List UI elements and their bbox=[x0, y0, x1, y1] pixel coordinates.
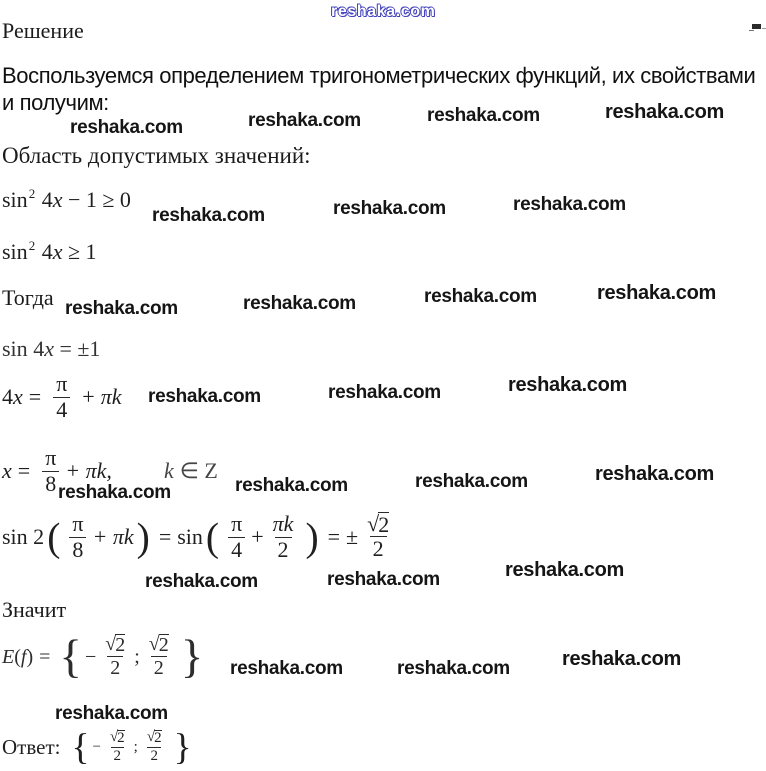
inequality-rest: − 1 ≥ 0 bbox=[67, 187, 131, 212]
formula-sin-equals bbox=[2, 336, 100, 362]
scan-artifact bbox=[752, 24, 761, 29]
radical-sign: √ bbox=[146, 729, 156, 746]
variable-x: x bbox=[52, 239, 63, 264]
denominator: 2 bbox=[370, 536, 387, 562]
watermark: reshaka.com bbox=[427, 105, 540, 126]
answer-label: Ответ: bbox=[2, 735, 61, 759]
numerator: π bbox=[45, 445, 57, 470]
element-of-z: ∈ Z bbox=[179, 458, 218, 484]
formula-range bbox=[2, 630, 206, 684]
watermark: reshaka.com bbox=[415, 471, 528, 492]
numerator: π bbox=[56, 371, 68, 396]
fraction-pi-8 bbox=[69, 512, 86, 562]
watermark: reshaka.com bbox=[55, 703, 168, 724]
variable-k: k bbox=[163, 458, 174, 484]
fraction-sqrt2-2 bbox=[144, 730, 165, 765]
right-paren: ) bbox=[136, 514, 150, 560]
fraction-pik-2 bbox=[270, 512, 297, 562]
heading-solution: Решение bbox=[2, 18, 84, 43]
sin-2-term: sin 2 bbox=[2, 524, 45, 550]
right-paren: ) bbox=[305, 514, 319, 560]
equals-sign: = bbox=[327, 524, 341, 550]
left-brace: { bbox=[71, 727, 90, 768]
denominator: 2 bbox=[107, 656, 123, 679]
fraction-sqrt2-2 bbox=[146, 634, 172, 679]
sin-function: sin bbox=[2, 187, 28, 212]
right-brace: } bbox=[180, 631, 204, 683]
watermark: reshaka.com bbox=[230, 658, 343, 679]
sin-function: sin bbox=[2, 239, 28, 264]
coefficient: 4 bbox=[33, 336, 45, 361]
denominator: 2 bbox=[275, 537, 292, 563]
sqrt-2 bbox=[107, 730, 128, 747]
left-paren: ( bbox=[14, 645, 21, 668]
denominator: 4 bbox=[228, 537, 245, 563]
sqrt-2 bbox=[364, 512, 392, 536]
separator: ; bbox=[133, 739, 138, 755]
radical-sign: √ bbox=[367, 511, 380, 537]
radicand: 2 bbox=[158, 634, 169, 657]
watermark: reshaka.com bbox=[424, 286, 537, 307]
radicand: 2 bbox=[117, 730, 125, 747]
sqrt-2 bbox=[146, 634, 172, 656]
inequality-rest: ≥ 1 bbox=[67, 239, 97, 264]
pi-k-term: + πk, bbox=[65, 458, 112, 484]
exponent: 2 bbox=[28, 238, 36, 253]
radicand: 2 bbox=[378, 512, 390, 538]
function-E: E bbox=[2, 645, 15, 668]
watermark: reshaka.com bbox=[70, 117, 183, 138]
heading-then: Тогда bbox=[2, 285, 54, 310]
sqrt-2 bbox=[144, 730, 165, 747]
coefficient: 4 bbox=[41, 187, 53, 212]
numerator: πk bbox=[272, 511, 294, 536]
radical-sign: √ bbox=[148, 633, 160, 656]
equation-rest: = ±1 bbox=[59, 336, 101, 361]
denominator: 4 bbox=[53, 397, 70, 423]
denominator: 2 bbox=[147, 747, 161, 765]
pi-k-term: πk bbox=[100, 384, 122, 410]
numerator: π bbox=[72, 511, 84, 536]
watermark: reshaka.com bbox=[505, 559, 624, 581]
fraction-pi-4 bbox=[228, 512, 245, 562]
watermark: reshaka.com bbox=[65, 298, 178, 319]
left-paren: ( bbox=[205, 514, 220, 560]
watermark: reshaka.com bbox=[235, 475, 348, 496]
equals-sign: = bbox=[17, 458, 31, 484]
left-brace: { bbox=[59, 631, 82, 683]
right-paren: ) bbox=[26, 645, 34, 668]
watermark: reshaka.com bbox=[248, 110, 361, 131]
left-paren: ( bbox=[47, 514, 61, 560]
watermark: reshaka.com bbox=[243, 293, 356, 314]
formula-verification bbox=[2, 512, 398, 562]
minus-sign: − bbox=[92, 739, 101, 755]
answer-set bbox=[68, 726, 194, 769]
plus-sign: + bbox=[251, 524, 264, 550]
coefficient: 4 bbox=[2, 384, 13, 410]
fraction-sqrt2-2 bbox=[107, 730, 128, 765]
variable-f: f bbox=[20, 645, 27, 668]
site-logo-watermark: reshaka.com bbox=[331, 3, 436, 20]
watermark: reshaka.com bbox=[148, 386, 261, 407]
sqrt-2 bbox=[102, 634, 128, 656]
numerator: π bbox=[231, 511, 243, 536]
exponent: 2 bbox=[28, 186, 36, 201]
radicand: 2 bbox=[154, 730, 162, 747]
heading-domain: Область допустимых значений: bbox=[2, 143, 311, 168]
variable-x: x bbox=[52, 187, 63, 212]
separator: ; bbox=[134, 645, 140, 668]
intro-paragraph: Воспользуемся определением тригонометрических функций, их свойствами и получим: bbox=[2, 63, 756, 115]
watermark: reshaka.com bbox=[145, 571, 258, 592]
plus-pi-k: + πk bbox=[92, 524, 134, 550]
watermark: reshaka.com bbox=[562, 648, 681, 670]
fraction-pi-8 bbox=[42, 446, 59, 496]
variable-x: x bbox=[13, 384, 23, 410]
equals-sign: = bbox=[28, 384, 42, 410]
heading-hence: Значит bbox=[2, 597, 67, 622]
watermark: reshaka.com bbox=[327, 569, 440, 590]
formula-odz-inequality-2 bbox=[2, 238, 97, 265]
formula-x-solution bbox=[2, 446, 218, 496]
sin-function: sin bbox=[177, 524, 203, 550]
plus-sign: + bbox=[82, 384, 95, 410]
watermark: reshaka.com bbox=[597, 282, 716, 304]
plus-minus-sign: ± bbox=[346, 524, 359, 550]
fraction-pi-4 bbox=[53, 372, 70, 422]
watermark: reshaka.com bbox=[152, 205, 265, 226]
watermark: reshaka.com bbox=[58, 482, 171, 503]
watermark: reshaka.com bbox=[333, 198, 446, 219]
fraction-sqrt2-2 bbox=[102, 634, 128, 679]
formula-4x bbox=[2, 372, 122, 422]
denominator: 8 bbox=[42, 471, 59, 497]
answer-line bbox=[2, 726, 195, 769]
denominator: 2 bbox=[111, 747, 125, 765]
right-brace: } bbox=[173, 727, 192, 768]
sin-function: sin bbox=[2, 336, 28, 361]
denominator: 2 bbox=[151, 656, 167, 679]
formula-odz-inequality-1 bbox=[2, 186, 131, 213]
watermark: reshaka.com bbox=[397, 658, 510, 679]
fraction-sqrt2-2 bbox=[364, 512, 392, 562]
minus-sign: − bbox=[84, 645, 97, 668]
watermark: reshaka.com bbox=[605, 101, 724, 123]
denominator: 8 bbox=[69, 537, 86, 563]
equals-sign: = bbox=[39, 645, 51, 668]
radicand: 2 bbox=[115, 634, 126, 657]
watermark: reshaka.com bbox=[328, 382, 441, 403]
variable-x: x bbox=[2, 458, 12, 484]
watermark: reshaka.com bbox=[508, 374, 627, 396]
radical-sign: √ bbox=[105, 633, 117, 656]
watermark: reshaka.com bbox=[513, 194, 626, 215]
radical-sign: √ bbox=[109, 729, 119, 746]
variable-x: x bbox=[44, 336, 54, 361]
equals-sign: = bbox=[158, 524, 172, 550]
watermark: reshaka.com bbox=[595, 463, 714, 485]
coefficient: 4 bbox=[41, 239, 53, 264]
